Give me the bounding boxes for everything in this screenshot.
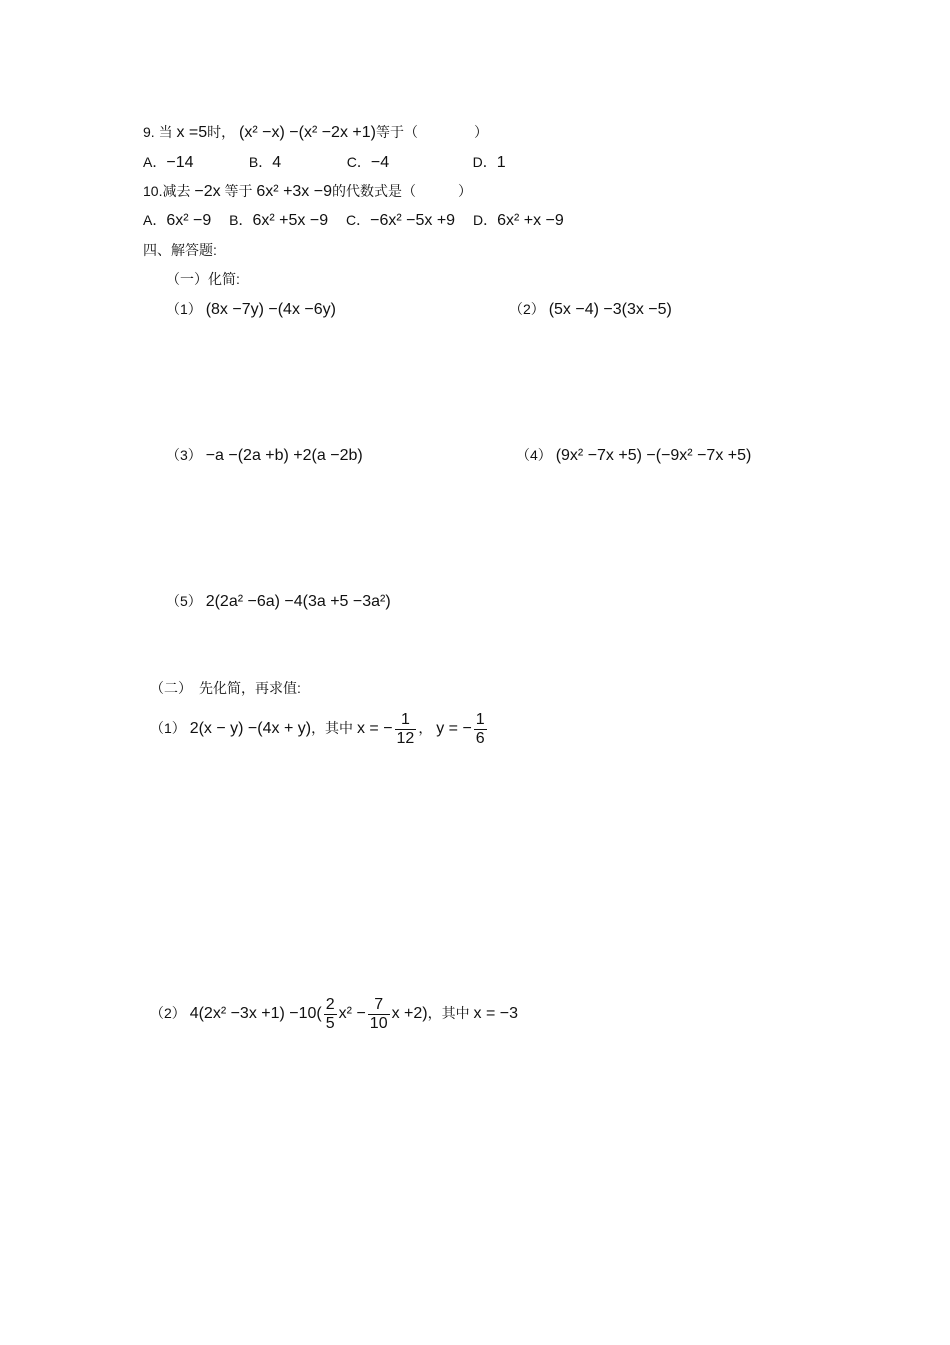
expression: 2(x − y) −(4x + y) [189,720,312,737]
expression: (8x −7y) −(4x −6y) [205,301,336,318]
option-b: B．6x² +5x −9 [229,212,329,229]
y-value-prefix: y = − [436,720,472,737]
question-number: 10. [143,183,163,199]
subsection-title: （二） 先化简，再求值: [150,680,301,696]
evaluate-problem-2 [150,990,518,1037]
expression: 2(2a² −6a) −4(3a +5 −3a²) [205,593,391,610]
problem-label: （4） [516,447,552,463]
option-a: A．6x² −9 [143,212,212,229]
option-a: A．−14 [143,154,194,171]
question-number: 9. [143,124,155,140]
expression: 6x² +3x −9 [256,183,332,200]
problem-label: （2） [509,301,545,317]
where-text: ，其中 [311,720,354,736]
subsection-title: （一）化简: [166,271,240,287]
section-title: 四、解答题: [143,242,217,258]
expression: (x² −x) −(x² −2x +1) [239,124,376,141]
question-text: 的代数式是（ ） [332,183,472,199]
condition: x =5 [176,124,208,141]
option-c: C．−6x² −5x +9 [346,212,456,229]
problem-label: （2） [150,1005,186,1021]
separator: ， [418,720,433,736]
option-b: B．4 [248,154,282,171]
question-text: 等于（ ） [375,124,488,140]
evaluate-problem-1 [150,705,489,752]
expression: (9x² −7x +5) −(−9x² −7x +5) [555,447,752,464]
question-text: 当 [158,124,173,140]
simplify-problem-5 [166,591,391,612]
problem-label: （1） [166,301,202,317]
expression-part-a: 4(2x² −3x +1) −10( [189,1005,322,1022]
expression: (5x −4) −3(3x −5) [548,301,672,318]
x-value-fraction: $\frac{1}{12}$ [396,710,415,747]
fraction-seven-tenths: $\frac{7}{10}$ [369,995,388,1032]
expression: −a −(2a +b) +2(a −2b) [205,447,363,464]
question-10-stem [143,181,472,202]
option-d: D．1 [472,154,506,171]
problem-label: （1） [150,720,186,736]
question-9-options [143,152,563,173]
y-value-fraction: $\frac{1}{6}$ [475,710,485,747]
expression-part-b: x² − [338,1005,366,1022]
option-c: C．−4 [346,154,390,171]
condition: x = −3 [473,1005,518,1022]
simplify-problem-3 [166,445,363,466]
fraction-two-fifths: $\frac{2}{5}$ [325,995,335,1032]
where-text: ，其中 [427,1005,470,1021]
question-text: 减去 [162,183,191,199]
simplify-problem-2 [509,299,672,320]
question-9-stem [143,122,488,143]
simplify-problem-4 [516,445,751,466]
question-10-options [143,210,600,231]
expression-part-c: x +2) [391,1005,428,1022]
question-text: 等于 [224,183,253,199]
question-text: 时， [207,124,236,140]
x-value-prefix: x = − [356,720,393,737]
problem-label: （5） [166,593,202,609]
option-d: D．6x² +x −9 [472,212,564,229]
subtrahend: −2x [194,183,221,200]
simplify-problem-1 [166,299,336,320]
problem-label: （3） [166,447,202,463]
